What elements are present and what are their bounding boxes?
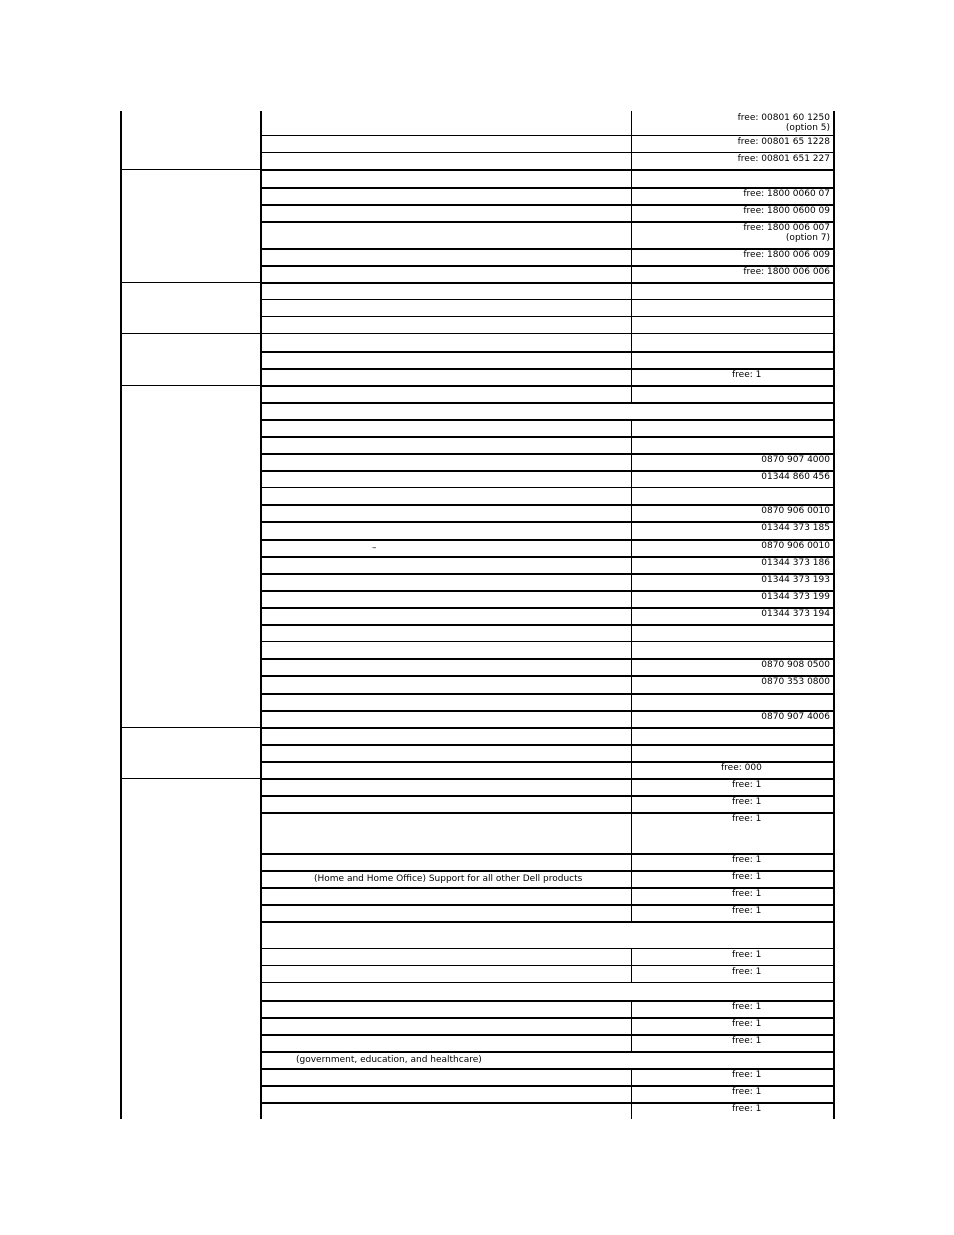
table-border-right [833,111,835,1119]
row-divider [260,152,835,153]
column-divider [631,1017,632,1034]
phone-number: free: 1 [732,1070,762,1080]
phone-number: free: 1 [732,1019,762,1029]
column-divider [631,948,632,965]
phone-number: 0870 907 4000 [761,455,830,465]
column-divider [631,351,632,368]
column-divider [631,282,632,299]
column-divider [631,221,632,248]
row-divider [260,982,835,983]
column-divider [631,1068,632,1085]
phone-number: free: 1 [732,855,762,865]
service-description: (government, education, and healthcare) [296,1055,482,1065]
column-divider [631,1085,632,1102]
column-divider [631,693,632,710]
column-divider [631,904,632,921]
row-divider [260,693,835,695]
row-divider [260,316,835,317]
country-group-divider [120,778,262,779]
phone-number: free: 1 [732,950,762,960]
phone-number: (option 7) [785,233,830,243]
column-divider [631,504,632,521]
column-divider [631,641,632,658]
phone-number: free: 1800 0060 07 [743,189,830,199]
row-divider [260,453,835,455]
country-group-divider [120,727,262,728]
phone-number: 0870 906 0010 [761,506,830,516]
phone-number: 01344 373 185 [761,523,830,533]
row-divider [260,282,835,284]
column-divider [631,111,632,135]
column-divider [631,658,632,675]
phone-number: 01344 373 199 [761,592,830,602]
phone-number: 01344 373 194 [761,609,830,619]
column-divider [631,727,632,744]
row-divider [260,419,835,421]
country-group-divider [120,169,262,170]
phone-number: free: 1 [732,797,762,807]
column-divider [631,453,632,470]
column-divider [631,607,632,624]
table-border-left [120,111,122,1119]
row-divider [260,710,835,712]
phone-number: 0870 906 0010 [761,541,830,551]
column-divider [631,248,632,265]
row-divider [260,1051,835,1053]
column-divider [631,710,632,727]
column-divider [631,853,632,870]
row-divider [260,624,835,626]
row-divider [260,351,835,353]
column-divider [631,778,632,795]
row-divider [260,965,835,966]
phone-number: free: 00801 60 1250 [737,113,830,123]
phone-number: 01344 373 193 [761,575,830,585]
row-divider [260,658,835,660]
phone-number: free: 00801 65 1228 [737,137,830,147]
column-divider [631,316,632,333]
phone-number: free: 1 [732,872,762,882]
row-divider [260,607,835,609]
row-divider [260,504,835,506]
row-divider [260,539,835,541]
column-divider [631,590,632,607]
column-divider [631,965,632,982]
phone-number: free: 1 [732,370,762,380]
phone-number: free: 1 [732,906,762,916]
row-divider [260,402,835,404]
column-divider [631,1102,632,1119]
column-divider [631,887,632,904]
row-divider [260,299,835,300]
phone-number: free: 1800 006 006 [743,267,830,277]
row-divider [260,521,835,523]
row-divider [260,385,835,387]
column-divider [631,470,632,487]
phone-number: free: 00801 651 227 [737,154,830,164]
column-divider [631,556,632,573]
country-group-divider [120,333,262,334]
column-divider [631,265,632,282]
phone-number: 0870 353 0800 [761,677,830,687]
row-divider [260,487,835,488]
column-divider [631,169,632,187]
phone-number: free: 1 [732,1087,762,1097]
row-divider [260,948,835,949]
column-divider [631,1034,632,1051]
row-divider [260,675,835,677]
phone-number: free: 1 [732,967,762,977]
column-divider [631,487,632,504]
column-divider [631,573,632,590]
phone-number: free: 1 [732,1002,762,1012]
phone-number: free: 1 [732,814,762,824]
phone-number: free: 000 [721,763,762,773]
row-divider [260,436,835,438]
phone-number: 01344 373 186 [761,558,830,568]
service-description: (Home and Home Office) Support for all other Dell products [314,874,583,884]
column-divider [631,539,632,556]
phone-number: 0870 907 4006 [761,712,830,722]
column-divider [631,521,632,539]
column-divider [631,1000,632,1017]
row-divider [260,590,835,592]
column-divider [631,187,632,204]
column-divider [631,419,632,436]
phone-number: 01344 860 456 [761,472,830,482]
phone-number: (option 5) [785,123,830,133]
row-divider [260,556,835,558]
column-divider [631,152,632,169]
country-group-divider [120,385,262,386]
column-divider [631,204,632,221]
phone-number: 0870 908 0500 [761,660,830,670]
phone-number: free: 1 [732,780,762,790]
row-divider [260,470,835,472]
column-divider [631,624,632,641]
column-divider [631,795,632,812]
phone-number: free: 1 [732,889,762,899]
phone-number: free: 1800 006 009 [743,250,830,260]
row-divider [260,921,835,923]
column-divider [631,385,632,402]
phone-number: free: 1800 0600 09 [743,206,830,216]
row-divider [260,744,835,746]
row-divider [260,169,835,171]
column-divider [631,436,632,453]
column-divider [631,299,632,316]
row-divider [260,333,835,334]
column-divider [631,870,632,887]
column-divider [631,761,632,778]
column-divider [631,368,632,385]
row-divider [260,641,835,642]
row-divider [260,573,835,575]
row-divider [260,727,835,729]
column-divider [631,744,632,761]
column-divider [631,812,632,853]
row-divider [260,135,835,136]
table-divider-country [260,111,262,1119]
column-divider [631,135,632,152]
column-divider [631,333,632,351]
phone-number: free: 1 [732,1104,762,1114]
service-description: – [372,543,377,553]
column-divider [631,675,632,693]
country-group-divider [120,282,262,283]
phone-number: free: 1 [732,1036,762,1046]
phone-number: free: 1800 006 007 [743,223,830,233]
